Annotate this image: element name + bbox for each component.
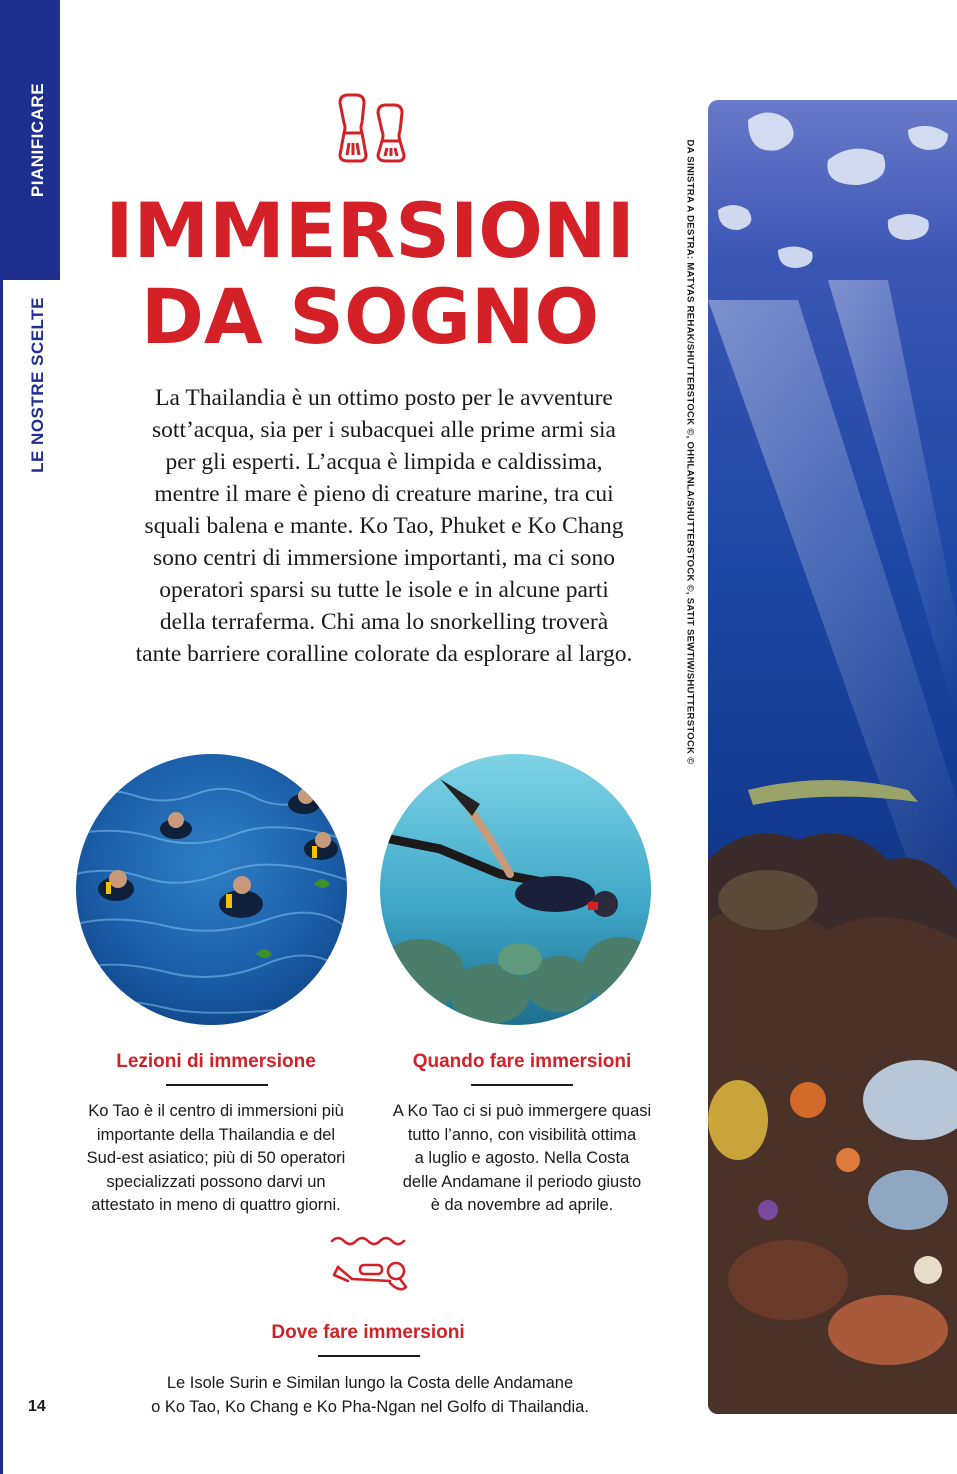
lessons-heading: Lezioni di immersione [116, 1051, 316, 1072]
fins-icon [334, 93, 410, 165]
title-line-2: DA SOGNO [140, 272, 600, 361]
lessons-line: specializzati possono darvi un [106, 1172, 326, 1191]
where-rule [318, 1355, 420, 1357]
side-rule [0, 280, 3, 1474]
lessons-line: importante della Thailandia e del [96, 1125, 336, 1144]
divers-photo [76, 754, 347, 1025]
snorkelling-photo [380, 754, 651, 1025]
lessons-line: Ko Tao è il centro di immersioni più [88, 1102, 344, 1120]
intro-line: squali balena e mante. Ko Tao, Phuket e Ko Chang [144, 513, 624, 539]
lessons-line: Sud-est asiatico; più di 50 operatori [86, 1149, 346, 1167]
section-label: LE NOSTRE SCELTE [28, 297, 47, 473]
where-heading: Dove fare immersioni [271, 1322, 465, 1343]
side-tab [0, 0, 60, 280]
intro-line: tante barriere coralline colorate da esplorare al largo. [135, 641, 633, 667]
lessons-rule [166, 1084, 268, 1086]
intro-line: sono centri di immersione importanti, ma ci sono [152, 545, 616, 571]
when-rule [471, 1084, 573, 1086]
title-line-1: IMMERSIONI [105, 186, 635, 275]
where-line: Le Isole Surin e Similan lungo la Costa delle Andamane [166, 1374, 574, 1392]
intro-line: per gli esperti. L’acqua è limpida e caldissima, [165, 449, 603, 475]
lessons-line: attestato in meno di quattro giorni. [91, 1196, 341, 1214]
waves-icon [332, 1238, 404, 1244]
when-line: a luglio e agosto. Nella Costa [414, 1149, 630, 1167]
when-line: delle Andamane il periodo giusto [402, 1172, 642, 1191]
when-heading: Quando fare immersioni [412, 1051, 632, 1072]
where-text [140, 1372, 600, 1419]
intro-line: della terraferma. Chi ama lo snorkelling troverà [159, 609, 609, 635]
when-line: A Ko Tao ci si può immergere quasi [392, 1102, 652, 1120]
when-line: è da novembre ad aprile. [430, 1196, 614, 1214]
intro-line: mentre il mare è pieno di creature marine, tra cui [154, 481, 614, 507]
intro-line: La Thailandia è un ottimo posto per le avventure [155, 385, 613, 411]
when-line: tutto l’anno, con visibilità ottima [407, 1125, 637, 1144]
intro-line: operatori sparsi su tutte le isole e in alcune parti [159, 577, 609, 603]
when-text [372, 1100, 672, 1218]
intro-line: sott’acqua, sia per i subacquei alle prime armi sia [152, 417, 616, 443]
intro-paragraph [68, 382, 700, 670]
side-tab-label: PIANIFICARE [28, 82, 47, 198]
where-line: o Ko Tao, Ko Chang e Ko Pha-Ngan nel Golfo di Thailandia. [151, 1397, 589, 1416]
page-number: 14 [28, 1398, 46, 1415]
coral-reef-photo [708, 100, 957, 1414]
photo-credit: DA SINISTRA A DESTRA: MATYAS REHAK/SHUTTERSTOCK ©, OHHLANLA/SHUTTERSTOCK ©, SATIT SEWTIW/SHUTTERSTOCK © [684, 139, 696, 765]
diver-icon [330, 1235, 410, 1305]
page-title [60, 188, 680, 360]
lessons-text [66, 1100, 366, 1218]
